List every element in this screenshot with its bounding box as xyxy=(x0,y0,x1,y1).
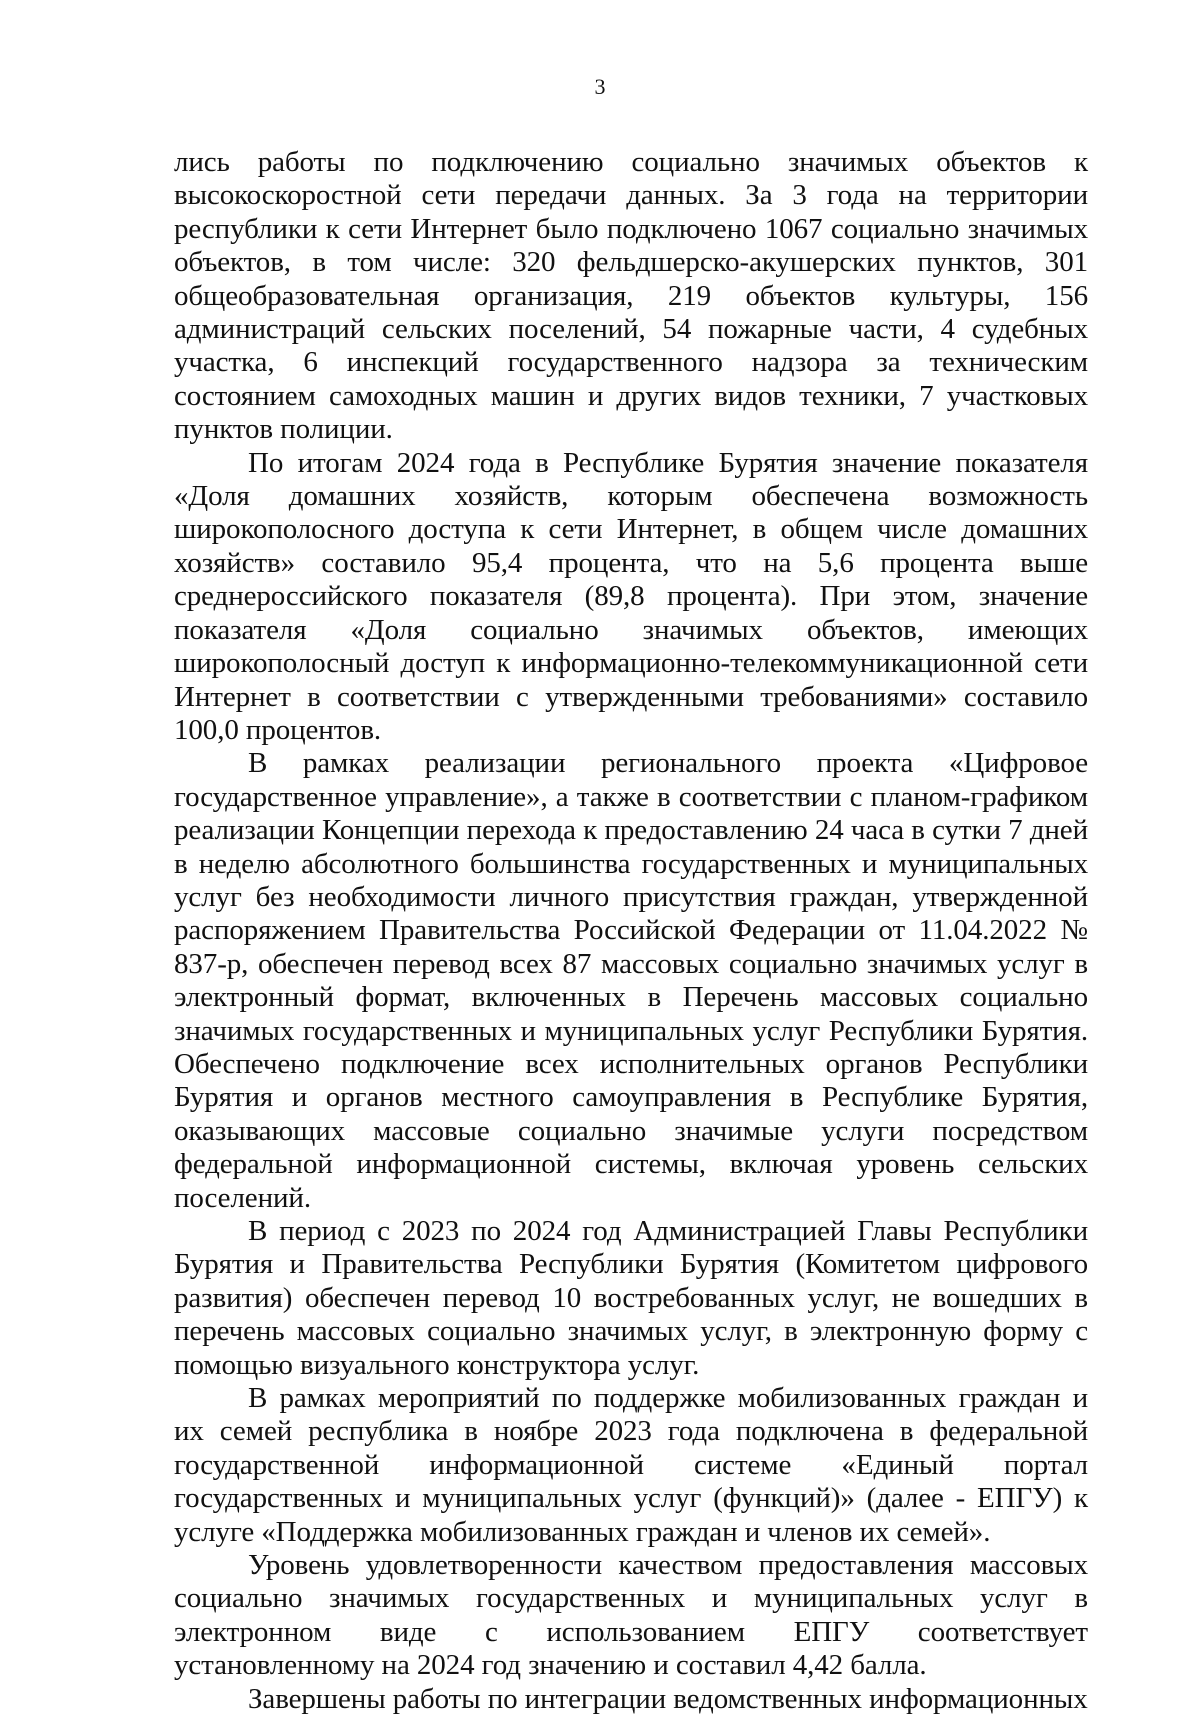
document-body xyxy=(174,146,1088,1716)
paragraph-satisfaction-level: Уровень удовлетворенности качеством предоставления массовых социально значимых государственных и муниципальных услуг в электронном виде с использованием ЕПГУ соответствует установленному на 2024 год значению и составил 4,42 балла. xyxy=(174,1549,1088,1682)
paragraph-integration-work: Завершены работы по интеграции ведомственных информационных xyxy=(248,1682,1088,1715)
paragraph-mobilized-support: В рамках мероприятий по поддержке мобилизованных граждан и их семей республика в ноябре 2023 года подключена в федеральной государственной информационной системе «Единый портал государственных и муниципальных услуг (функций)» (далее - ЕПГУ) к услуге «Поддержка мобилизованных граждан и членов их семей». xyxy=(174,1382,1088,1548)
paragraph-broadband-indicator: По итогам 2024 года в Республике Бурятия значение показателя «Доля домашних хозяйств, которым обеспечена возможность широкополосного доступа к сети Интернет, в общем числе домашних хозяйств» составило 95,4 процента, что на 5,6 процента выше среднероссийского показателя (89,8 процента). При этом, значение показателя «Доля социально значимых объектов, имеющих широкополосный доступ к информационно-телекоммуникационной сети Интернет в соответствии с утвержденными требованиями» составило 100,0 процентов. xyxy=(174,446,1088,746)
page-number: 3 xyxy=(594,74,606,99)
paragraph-digital-government: В рамках реализации регионального проекта «Цифровое государственное управление», а также в соответствии с планом-графиком реализации Концепции перехода к предоставлению 24 часа в сутки 7 дней в неделю абсолютного большинства государственных и муниципальных услуг без необходимости личного присутствия граждан, утвержденной распоряжением Правительства Российской Федерации от 11.04.2022 № 837-р, обеспечен перевод всех 87 массовых социально значимых услуг в электронный формат, включенных в Перечень массовых социально значимых государственных и муниципальных услуг Республики Бурятия. Обеспечено подключение всех исполнительных органов Республики Бурятия и органов местного самоуправления в Республике Бурятия, оказывающих массовые социально значимые услуги посредством федеральной информационной системы, включая уровень сельских поселений. xyxy=(174,747,1088,1214)
paragraph-internet-connection: лись работы по подключению социально значимых объектов к высокоскоростной сети передачи данных. За 3 года на территории республики к сети Интернет было подключено 1067 социально значимых объектов, в том числе: 320 фельдшерско-акушерских пунктов, 301 общеобразовательная организация, 219 объектов культуры, 156 администраций сельских поселений, 54 пожарные части, 4 судебных участка, 6 инспекций государственного надзора за техническим состоянием самоходных машин и других видов техники, 7 участковых пунктов полиции. xyxy=(174,146,1088,446)
paragraph-service-transfer: В период с 2023 по 2024 год Администрацией Главы Республики Бурятия и Правительства Республики Бурятия (Комитетом цифрового развития) обеспечен перевод 10 востребованных услуг, не вошедших в перечень массовых социально значимых услуг, в электронную форму с помощью визуального конструктора услуг. xyxy=(174,1215,1088,1381)
